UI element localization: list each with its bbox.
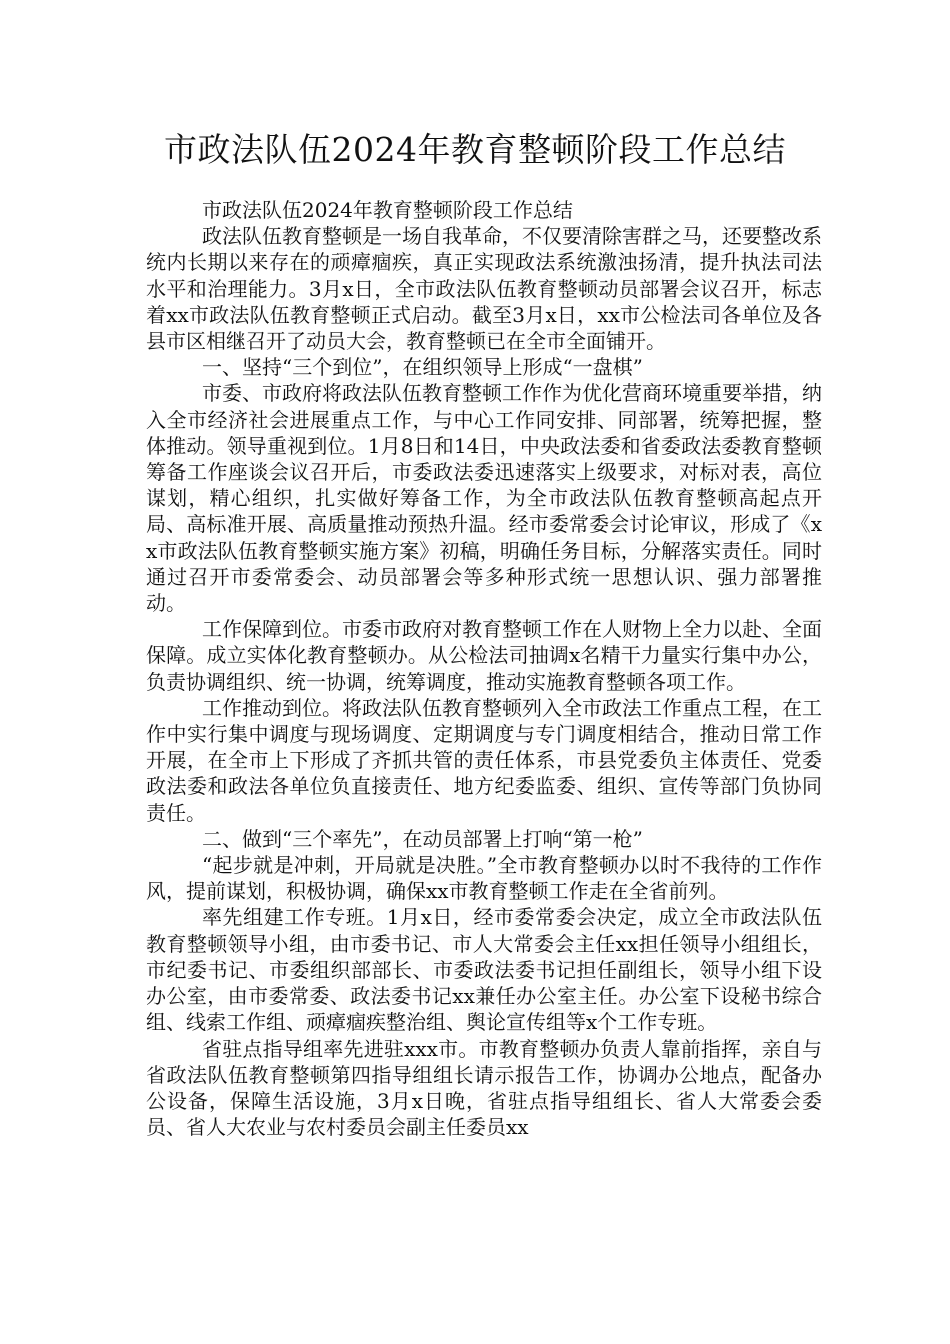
paragraph-intro: 政法队伍教育整顿是一场自我革命，不仅要清除害群之马，还要整改系统内长期以来存在的顽瘴痼疾，真正实现政法系统激浊扬清，提升执法司法水平和治理能力。3月x日，全市政法队伍教育整顿动员部署会议召开，标志着xx市政法队伍教育整顿正式启动。截至3月x日，xx市公检法司各单位及各县市区相继召开了动员大会，教育整顿已在全市全面铺开。 [146, 224, 822, 354]
section-heading-2: 二、做到“三个率先”，在动员部署上打响“第一枪” [202, 826, 643, 851]
paragraph-guidance-group: 省驻点指导组率先进驻xxx市。市教育整顿办负责人靠前指挥，亲自与省政法队伍教育整顿第四指导组组长请示报告工作，协调办公地点，配备办公设备，保障生活设施，3月x日晚，省驻点指导组组长、省人大常委会委员、省人大农业与农村委员会副主任委员xx [146, 1036, 822, 1140]
paragraph-task-force: 率先组建工作专班。1月x日，经市委常委会决定，成立全市政法队伍教育整顿领导小组，由市委书记、市人大常委会主任xx担任领导小组组长，市纪委书记、市委组织部部长、市委政法委书记担任副组长，领导小组下设办公室，由市委常委、政法委书记xx兼任办公室主任。办公室下设秘书综合组、线索工作组、顽瘴痼疾整治组、舆论宣传组等x个工作专班。 [146, 905, 822, 1035]
document-body [146, 197, 822, 1140]
paragraph-quote: “起步就是冲刺，开局就是决胜。”全市教育整顿办以时不我待的工作作风，提前谋划，积极协调，确保xx市教育整顿工作走在全省前列。 [146, 853, 822, 904]
paragraph-subtitle: 市政法队伍2024年教育整顿阶段工作总结 [202, 198, 573, 222]
paragraph-work-promotion: 工作推动到位。将政法队伍教育整顿列入全市政法工作重点工程，在工作中实行集中调度与现场调度、定期调度与专门调度相结合，推动日常工作开展，在全市上下形成了齐抓共管的责任体系，市县党委负主体责任、党委政法委和政法各单位负直接责任、地方纪委监委、组织、宣传等部门负协同责任。 [146, 695, 822, 825]
paragraph-leadership: 市委、市政府将政法队伍教育整顿工作作为优化营商环境重要举措，纳入全市经济社会进展重点工作，与中心工作同安排、同部署，统筹把握，整体推动。领导重视到位。1月8日和14日，中央政法委和省委政法委教育整顿筹备工作座谈会议召开后，市委政法委迅速落实上级要求，对标对表，高位谋划，精心组织，扎实做好筹备工作，为全市政法队伍教育整顿高起点开局、高标准开展、高质量推动预热升温。经市委常委会讨论审议，形成了《xx市政法队伍教育整顿实施方案》初稿，明确任务目标，分解落实责任。同时通过召开市委常委会、动员部署会等多种形式统一思想认识、强力部署推动。 [146, 381, 822, 616]
paragraph-work-guarantee: 工作保障到位。市委市政府对教育整顿工作在人财物上全力以赴、全面保障。成立实体化教育整顿办。从公检法司抽调x名精干力量实行集中办公，负责协调组织、统一协调，统筹调度，推动实施教育整顿各项工作。 [146, 617, 822, 694]
document-title: 市政法队伍2024年教育整顿阶段工作总结 [164, 130, 786, 169]
section-heading-1: 一、坚持“三个到位”，在组织领导上形成“一盘棋” [202, 355, 643, 380]
